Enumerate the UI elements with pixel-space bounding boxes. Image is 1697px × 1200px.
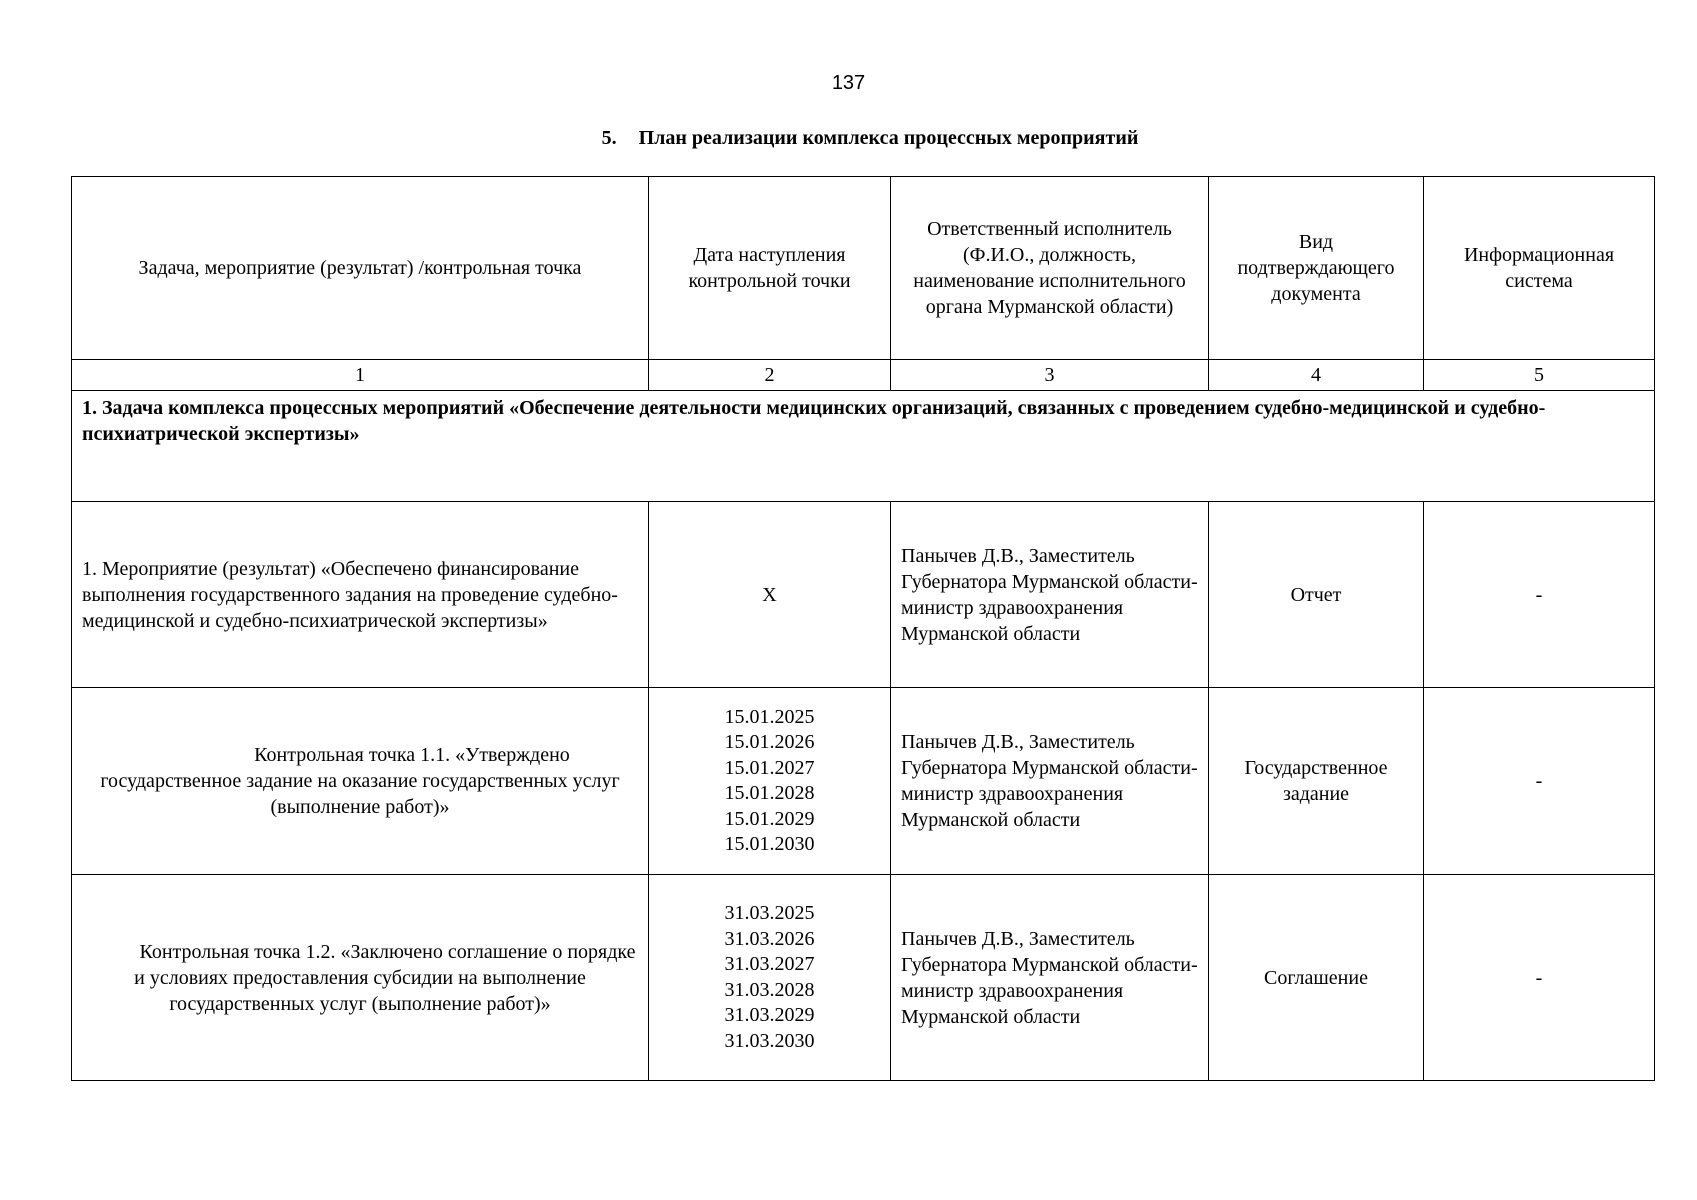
checkpoint-date: 15.01.2028 [724,782,815,804]
event-system: - [1424,502,1655,688]
checkpoint-date: 31.03.2026 [724,927,815,950]
section-number: 5. [601,127,617,149]
checkpoint-row [72,875,1655,1081]
checkpoint-date: 31.03.2030 [724,1029,815,1052]
checkpoint-date: 31.03.2029 [724,1004,815,1026]
section-title-text: План реализации комплекса процессных мероприятий [638,127,1139,149]
column-number-row [72,360,1655,391]
column-number: 1 [72,360,649,391]
checkpoint-date: 15.01.2026 [724,731,815,753]
column-number: 2 [649,360,891,391]
checkpoint-date: 15.01.2027 [724,756,815,779]
checkpoint-document: Соглашение [1209,875,1424,1081]
checkpoint-name: Контрольная точка 1.2. «Заключено соглашение о порядке и условиях предоставления субсидии на выполнение государственных услуг (выполнение работ)» [72,875,649,1081]
header-date: Дата наступления контрольной точки [649,177,891,360]
event-date: X [649,502,891,688]
event-row [72,502,1655,688]
section-title [0,127,1697,150]
column-number: 3 [891,360,1209,391]
checkpoint-name: Контрольная точка 1.1. «Утверждено государственное задание на оказание государственных услуг (выполнение работ)» [72,688,649,875]
column-number: 4 [1209,360,1424,391]
header-task: Задача, мероприятие (результат) /контрольная точка [72,177,649,360]
checkpoint-dates [649,688,891,875]
column-number: 5 [1424,360,1655,391]
checkpoint-date: 15.01.2025 [724,705,815,728]
checkpoint-dates [649,875,891,1081]
plan-table [71,176,1655,1081]
checkpoint-responsible: Панычев Д.В., Заместитель Губернатора Мурманской области-министр здравоохранения Мурманской области [891,688,1209,875]
task-row [72,391,1655,502]
checkpoint-document: Государственное задание [1209,688,1424,875]
checkpoint-date: 31.03.2027 [724,953,815,975]
event-responsible: Панычев Д.В., Заместитель Губернатора Мурманской области-министр здравоохранения Мурманской области [891,502,1209,688]
checkpoint-date: 31.03.2025 [724,902,815,924]
task-cell: 1. Задача комплекса процессных мероприятий «Обеспечение деятельности медицинских организаций, связанных с проведением судебно-медицинской и судебно-психиатрической экспертизы» [72,391,1655,502]
checkpoint-row [72,688,1655,875]
header-responsible: Ответственный исполнитель (Ф.И.О., должность, наименование исполнительного органа Мурманской области) [891,177,1209,360]
event-document: Отчет [1209,502,1424,688]
header-system: Информационная система [1424,177,1655,360]
page-number: 137 [831,72,866,94]
header-document: Вид подтверждающего документа [1209,177,1424,360]
event-name: 1. Мероприятие (результат) «Обеспечено финансирование выполнения государственного задания на проведение судебно-медицинской и судебно-психиатрической экспертизы» [72,502,649,688]
checkpoint-system: - [1424,688,1655,875]
checkpoint-date: 15.01.2030 [724,833,815,855]
checkpoint-date: 31.03.2028 [724,978,815,1001]
checkpoint-responsible: Панычев Д.В., Заместитель Губернатора Мурманской области-министр здравоохранения Мурманской области [891,875,1209,1081]
checkpoint-date: 15.01.2029 [724,807,815,830]
checkpoint-system: - [1424,875,1655,1081]
header-row [72,177,1655,360]
